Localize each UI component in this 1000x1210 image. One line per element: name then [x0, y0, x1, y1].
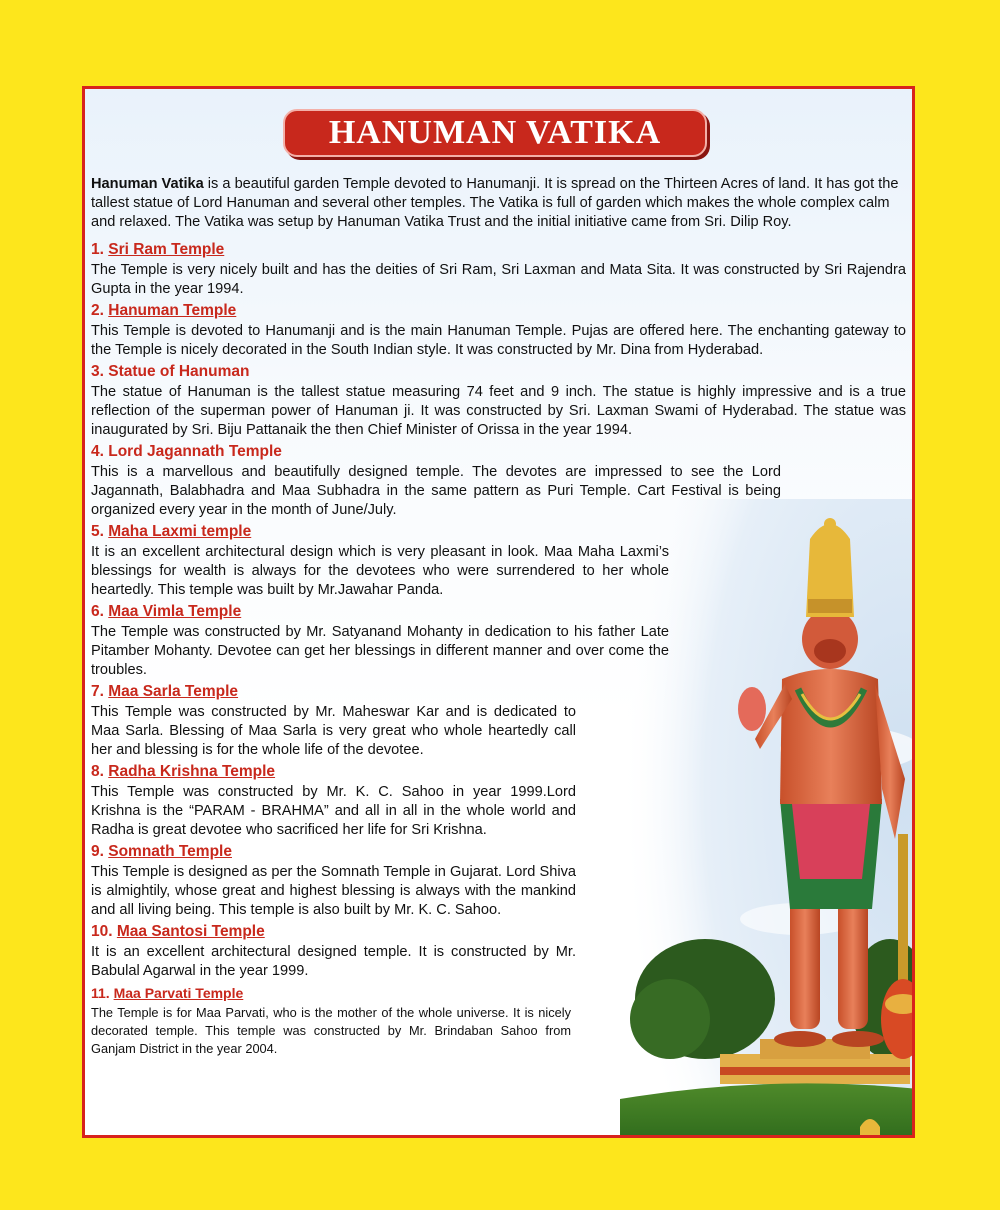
section-body: This Temple is designed as per the Somnath Temple in Gujarat. Lord Shiva is almightily, whose great and highest blessing is always with the mankind and all living being. This temple is also built by Mr. K. C. Sahoo.	[91, 864, 576, 918]
page-title: HANUMAN VATIKA	[283, 109, 707, 157]
section-maa-parvati	[91, 983, 906, 1058]
section-body: This Temple was constructed by Mr. Maheswar Kar and is dedicated to Maa Sarla. Blessing of Maa Sarla is very great who whole heartedly call her and blessing is for the whole life of the devotee.	[91, 704, 576, 758]
section-radha-krishna	[91, 762, 906, 840]
section-body: The statue of Hanuman is the tallest statue measuring 74 feet and 9 inch. The statue is highly impressive and is a true reflection of the superman power of Hanuman ji. It was constructed by Sri. Laxman Swami of Hyderabad. The statue was inaugurated by Sri. Biju Pattanaik the then Chief Minister of Orissa in the year 1994.	[91, 384, 906, 438]
section-number: 10.	[91, 923, 113, 940]
section-statue	[91, 362, 906, 440]
main-panel	[82, 86, 915, 1138]
section-number: 9.	[91, 843, 104, 860]
section-body: This Temple was constructed by Mr. K. C. Sahoo in year 1999.Lord Krishna is the “PARAM - BRAHMA” and all in all in the whole world and Radha is great devotee who sacrificed her life for Sri Krishna.	[91, 784, 576, 838]
section-body: This Temple is devoted to Hanumanji and is the main Hanuman Temple. Pujas are offered here. The enchanting gateway to the Temple is nicely decorated in the South Indian style. It was constructed by Mr. Dina from Hyderabad.	[91, 323, 906, 358]
section-title[interactable]: Hanuman Temple	[108, 302, 237, 319]
section-body: This is a marvellous and beautifully designed temple. The devotes are impressed to see the Lord Jagannath, Balabhadra and Maa Subhadra in the same pattern as Puri Temple. Cart Festival is being organized every year in the month of June/July.	[91, 464, 781, 518]
section-somnath	[91, 842, 906, 920]
section-maha-laxmi	[91, 522, 906, 600]
section-title[interactable]: Sri Ram Temple	[108, 241, 225, 258]
intro-paragraph	[91, 175, 906, 232]
section-title[interactable]: Maa Parvati Temple	[113, 985, 244, 1001]
section-title[interactable]: Maa Sarla Temple	[108, 683, 239, 700]
section-body: It is an excellent architectural designed temple. It is constructed by Mr. Babulal Agarwal in the year 1999.	[91, 944, 576, 979]
content	[91, 175, 906, 1060]
section-hanuman-temple	[91, 301, 906, 360]
section-title[interactable]: Somnath Temple	[108, 843, 232, 860]
section-number: 7.	[91, 683, 104, 700]
intro-bold: Hanuman Vatika	[91, 176, 204, 192]
section-number: 2.	[91, 302, 104, 319]
section-sri-ram	[91, 240, 906, 299]
section-body: The Temple was constructed by Mr. Satyanand Mohanty in dedication to his father Late Pitamber Mohanty. Devotee can get her blessings in different manner and over come the troubles.	[91, 624, 669, 678]
section-jagannath	[91, 442, 906, 520]
section-title[interactable]: Maa Vimla Temple	[108, 603, 242, 620]
section-number: 1.	[91, 241, 104, 258]
section-number: 4.	[91, 443, 104, 460]
section-title[interactable]: Maha Laxmi temple	[108, 523, 252, 540]
section-maa-santosi	[91, 922, 906, 981]
section-number: 11.	[91, 985, 110, 1001]
section-number: 6.	[91, 603, 104, 620]
section-title: Statue of Hanuman	[108, 363, 250, 380]
section-number: 8.	[91, 763, 104, 780]
section-body: It is an excellent architectural design which is very pleasant in look. Maa Maha Laxmi’s blessings for wealth is always for the devotees who were surrendered to her whole heartedly. This temple was built by Mr.Jawahar Panda.	[91, 544, 669, 598]
section-title: Lord Jagannath Temple	[108, 443, 282, 460]
section-number: 3.	[91, 363, 104, 380]
section-title[interactable]: Radha Krishna Temple	[108, 763, 276, 780]
section-maa-vimla	[91, 602, 906, 680]
section-body: The Temple is very nicely built and has the deities of Sri Ram, Sri Laxman and Mata Sita. It was constructed by Sri Rajendra Gupta in the year 1994.	[91, 262, 906, 297]
section-body: The Temple is for Maa Parvati, who is the mother of the whole universe. It is nicely decorated temple. This temple was constructed by Mr. Brindaban Sahoo from Ganjam District in the year 2004.	[91, 1005, 571, 1056]
section-maa-sarla	[91, 682, 906, 760]
section-title[interactable]: Maa Santosi Temple	[116, 923, 265, 940]
section-number: 5.	[91, 523, 104, 540]
intro-text: is a beautiful garden Temple devoted to Hanumanji. It is spread on the Thirteen Acres of land. It has got the tallest statue of Lord Hanuman and several other temples. The Vatika is full of garden which makes the whole complex calm and relaxed. The Vatika was setup by Hanuman Vatika Trust and the initial initiative came from Sri. Dilip Roy.	[91, 176, 899, 230]
